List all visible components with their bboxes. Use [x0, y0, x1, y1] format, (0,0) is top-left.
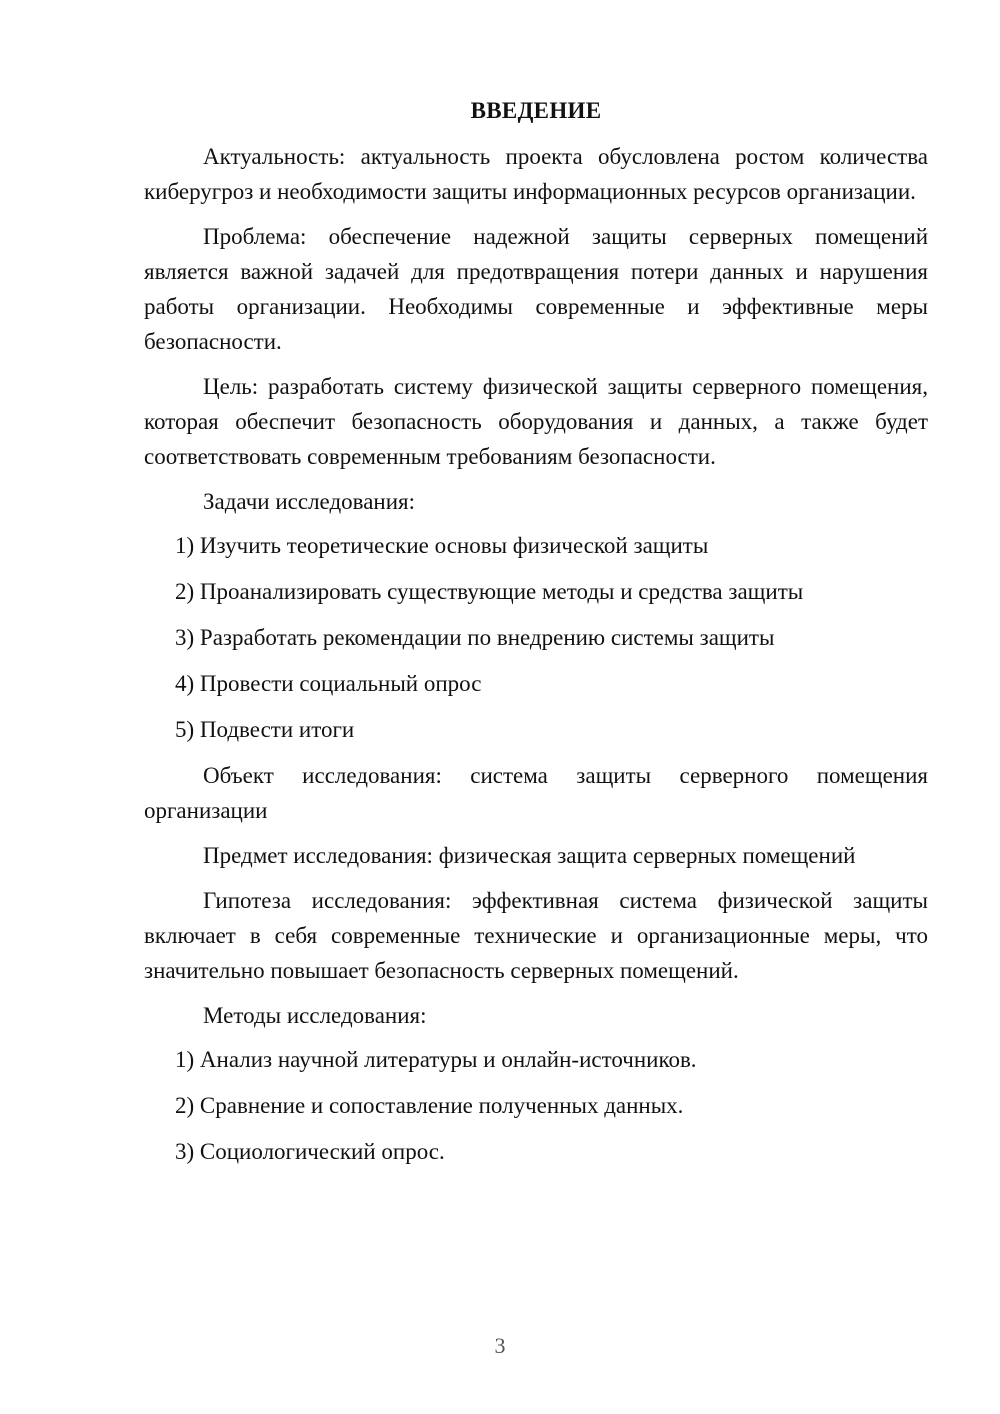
task-item: 4) Провести социальный опрос	[175, 671, 482, 696]
paragraph-subject: Предмет исследования: физическая защита серверных помещений	[203, 843, 856, 868]
method-item: 2) Сравнение и сопоставление полученных данных.	[175, 1093, 684, 1118]
tasks-heading: Задачи исследования:	[203, 489, 416, 514]
method-item: 3) Социологический опрос.	[175, 1139, 445, 1164]
tasks-list	[144, 528, 928, 747]
paragraph-object: Объект исследования: система защиты серверного помещения организации	[144, 763, 928, 823]
page-number: 3	[494, 1333, 506, 1358]
task-item: 5) Подвести итоги	[175, 717, 355, 742]
paragraph-relevance: Актуальность: актуальность проекта обусловлена ростом количества киберугроз и необходимости защиты информационных ресурсов организации.	[144, 144, 928, 204]
method-item: 1) Анализ научной литературы и онлайн-источников.	[175, 1047, 697, 1072]
paragraph-goal: Цель: разработать систему физической защиты серверного помещения, которая обеспечит безопасность оборудования и данных, а также будет соответствовать современным требованиям безопасности.	[144, 374, 928, 469]
methods-heading: Методы исследования:	[203, 1003, 427, 1028]
paragraph-hypothesis: Гипотеза исследования: эффективная система физической защиты включает в себя современные технические и организационные меры, что значительно повышает безопасность серверных помещений.	[144, 888, 928, 983]
page-content	[144, 95, 928, 1180]
paragraph-problem: Проблема: обеспечение надежной защиты серверных помещений является важной задачей для предотвращения потери данных и нарушения работы организации. Необходимы современные и эффективные меры безопасности.	[144, 224, 928, 354]
section-title: ВВЕДЕНИЕ	[470, 98, 602, 123]
methods-list	[144, 1042, 928, 1169]
task-item: 2) Проанализировать существующие методы и средства защиты	[175, 579, 804, 604]
task-item: 3) Разработать рекомендации по внедрению системы защиты	[175, 625, 775, 650]
task-item: 1) Изучить теоретические основы физической защиты	[175, 533, 709, 558]
